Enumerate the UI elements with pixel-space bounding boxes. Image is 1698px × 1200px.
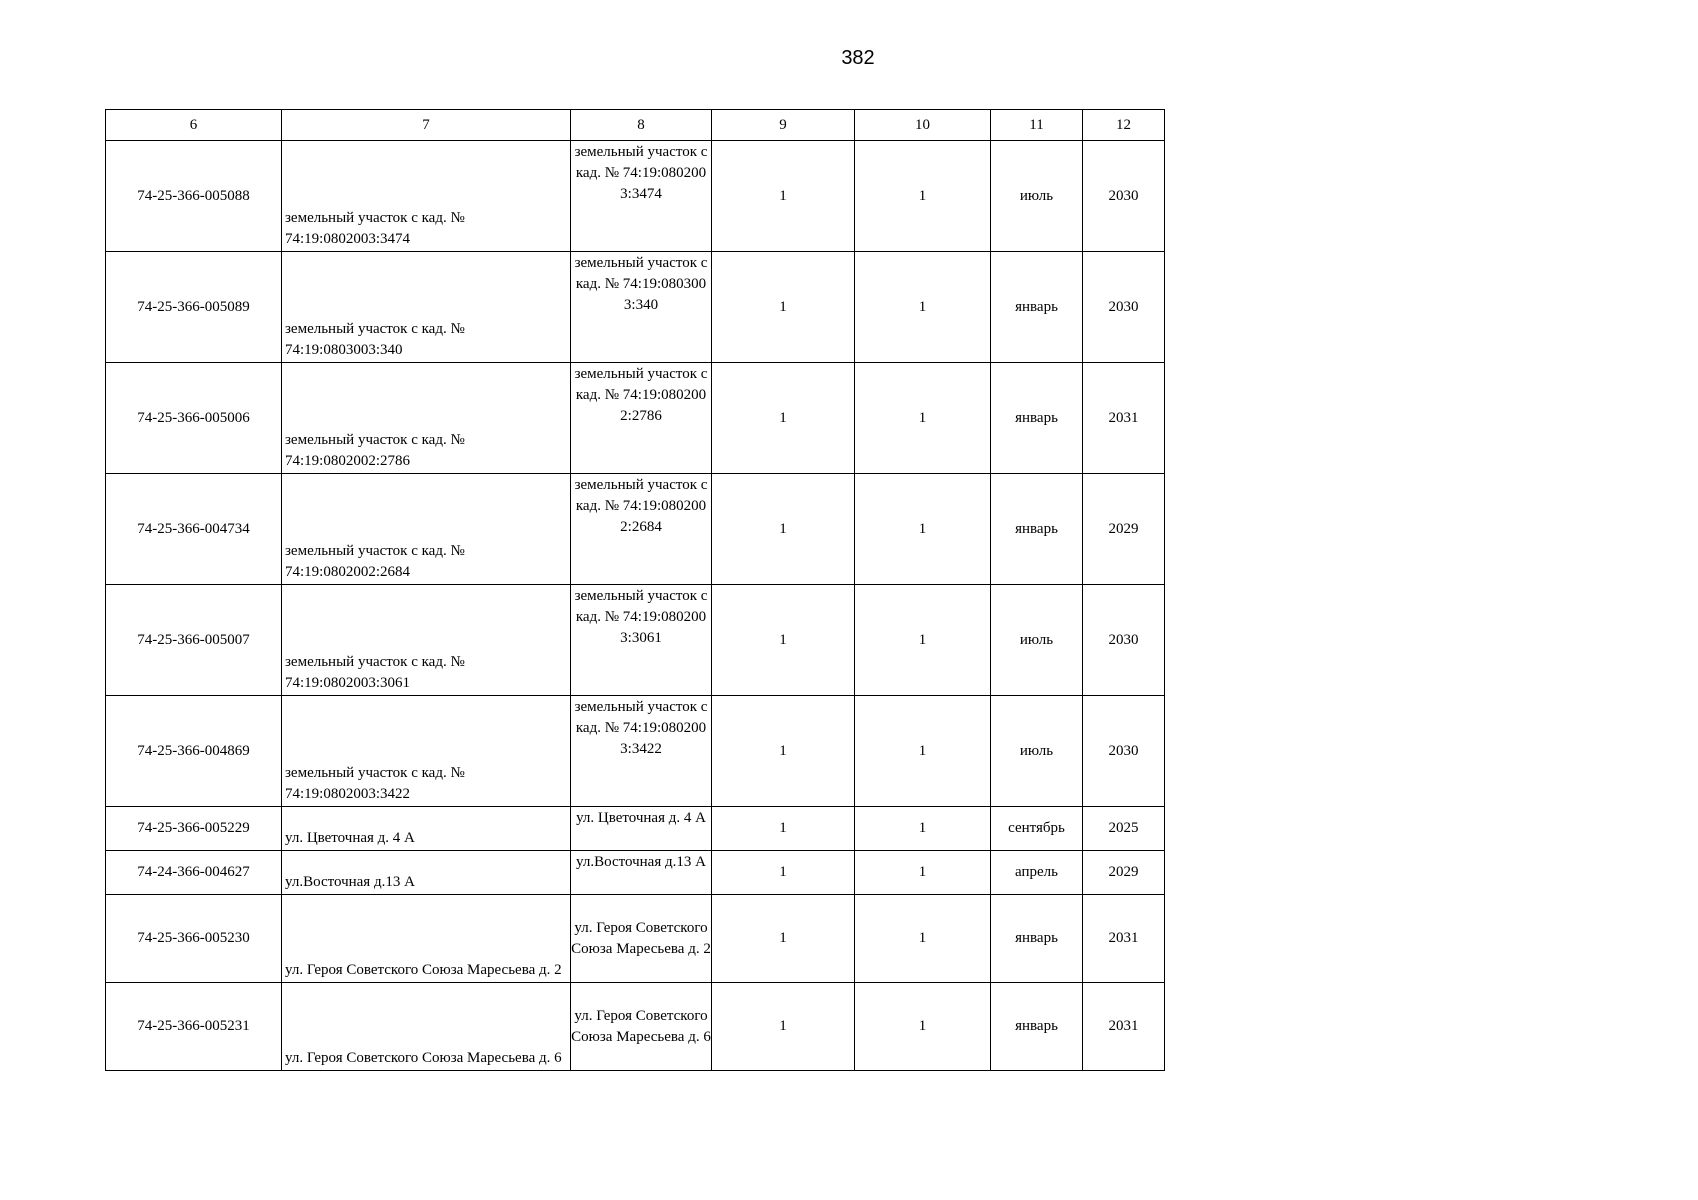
year-cell: 2031: [1083, 983, 1165, 1071]
table-row: [106, 851, 1165, 895]
col10-cell: 1: [855, 141, 991, 252]
col10-cell: 1: [855, 363, 991, 474]
table-row: [106, 983, 1165, 1071]
object-cell: ул. Героя Советского Союза Маресьева д. 2: [571, 895, 712, 983]
year-cell: 2029: [1083, 851, 1165, 895]
column-header-8: 8: [571, 110, 712, 141]
col9-cell: 1: [712, 983, 855, 1071]
table-row: [106, 807, 1165, 851]
address-cell: земельный участок с кад. № 74:19:0802002:2786: [282, 363, 571, 474]
col9-cell: 1: [712, 363, 855, 474]
object-cell: земельный участок с кад. № 74:19:0802003:3061: [571, 585, 712, 696]
year-cell: 2031: [1083, 363, 1165, 474]
object-cell: земельный участок с кад. № 74:19:0802002:2786: [571, 363, 712, 474]
registry-code-cell: 74-25-366-005088: [106, 141, 282, 252]
registry-code-cell: 74-25-366-005229: [106, 807, 282, 851]
year-cell: 2031: [1083, 895, 1165, 983]
address-cell: ул. Героя Советского Союза Маресьева д. 6: [282, 983, 571, 1071]
address-cell: ул. Героя Советского Союза Маресьева д. 2: [282, 895, 571, 983]
year-cell: 2029: [1083, 474, 1165, 585]
col10-cell: 1: [855, 851, 991, 895]
object-cell: ул. Цветочная д. 4 А: [571, 807, 712, 851]
object-cell: земельный участок с кад. № 74:19:0802003:3474: [571, 141, 712, 252]
col10-cell: 1: [855, 983, 991, 1071]
object-cell: ул. Героя Советского Союза Маресьева д. 6: [571, 983, 712, 1071]
table-row: [106, 363, 1165, 474]
header-row: [106, 110, 1165, 141]
col10-cell: 1: [855, 252, 991, 363]
address-cell: ул. Цветочная д. 4 А: [282, 807, 571, 851]
year-cell: 2025: [1083, 807, 1165, 851]
col10-cell: 1: [855, 895, 991, 983]
year-cell: 2030: [1083, 696, 1165, 807]
page-number: 382: [841, 47, 875, 69]
col9-cell: 1: [712, 696, 855, 807]
month-cell: июль: [991, 696, 1083, 807]
address-cell: земельный участок с кад. № 74:19:0802003:3061: [282, 585, 571, 696]
registry-code-cell: 74-25-366-005230: [106, 895, 282, 983]
month-cell: апрель: [991, 851, 1083, 895]
address-cell: земельный участок с кад. № 74:19:0802003:3422: [282, 696, 571, 807]
address-cell: земельный участок с кад. № 74:19:0803003:340: [282, 252, 571, 363]
year-cell: 2030: [1083, 252, 1165, 363]
registry-code-cell: 74-24-366-004627: [106, 851, 282, 895]
table-row: [106, 141, 1165, 252]
month-cell: июль: [991, 141, 1083, 252]
month-cell: январь: [991, 983, 1083, 1071]
data-table: [105, 109, 1165, 1071]
col9-cell: 1: [712, 474, 855, 585]
col9-cell: 1: [712, 252, 855, 363]
address-cell: земельный участок с кад. № 74:19:0802003:3474: [282, 141, 571, 252]
object-cell: земельный участок с кад. № 74:19:0802003:3422: [571, 696, 712, 807]
registry-code-cell: 74-25-366-005007: [106, 585, 282, 696]
month-cell: сентябрь: [991, 807, 1083, 851]
registry-code-cell: 74-25-366-004869: [106, 696, 282, 807]
month-cell: январь: [991, 252, 1083, 363]
table-row: [106, 895, 1165, 983]
month-cell: июль: [991, 585, 1083, 696]
object-cell: земельный участок с кад. № 74:19:0802002:2684: [571, 474, 712, 585]
object-cell: земельный участок с кад. № 74:19:0803003:340: [571, 252, 712, 363]
column-header-6: 6: [106, 110, 282, 141]
col9-cell: 1: [712, 895, 855, 983]
month-cell: январь: [991, 363, 1083, 474]
table-row: [106, 585, 1165, 696]
col10-cell: 1: [855, 585, 991, 696]
month-cell: январь: [991, 895, 1083, 983]
col9-cell: 1: [712, 141, 855, 252]
registry-code-cell: 74-25-366-004734: [106, 474, 282, 585]
table-row: [106, 252, 1165, 363]
object-cell: ул.Восточная д.13 А: [571, 851, 712, 895]
table-row: [106, 696, 1165, 807]
table-row: [106, 474, 1165, 585]
column-header-11: 11: [991, 110, 1083, 141]
col9-cell: 1: [712, 851, 855, 895]
year-cell: 2030: [1083, 141, 1165, 252]
registry-code-cell: 74-25-366-005089: [106, 252, 282, 363]
col9-cell: 1: [712, 585, 855, 696]
address-cell: земельный участок с кад. № 74:19:0802002:2684: [282, 474, 571, 585]
registry-code-cell: 74-25-366-005231: [106, 983, 282, 1071]
col10-cell: 1: [855, 807, 991, 851]
year-cell: 2030: [1083, 585, 1165, 696]
column-header-10: 10: [855, 110, 991, 141]
col10-cell: 1: [855, 696, 991, 807]
address-cell: ул.Восточная д.13 А: [282, 851, 571, 895]
column-header-12: 12: [1083, 110, 1165, 141]
col10-cell: 1: [855, 474, 991, 585]
column-header-9: 9: [712, 110, 855, 141]
month-cell: январь: [991, 474, 1083, 585]
registry-code-cell: 74-25-366-005006: [106, 363, 282, 474]
col9-cell: 1: [712, 807, 855, 851]
column-header-7: 7: [282, 110, 571, 141]
